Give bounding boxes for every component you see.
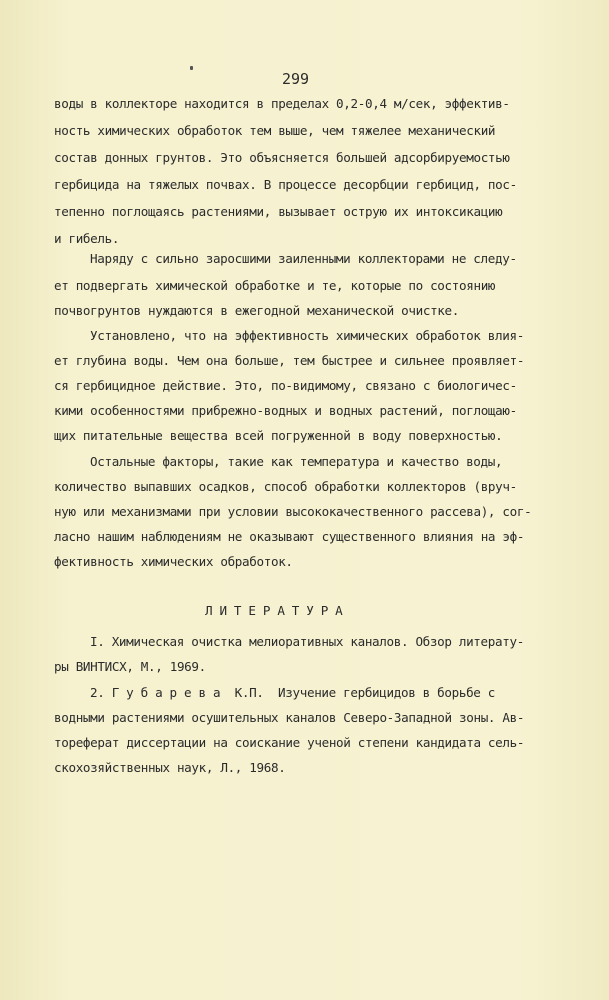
text-line: кими особенностями прибрежно-водных и водных растений, поглощаю- [54, 403, 517, 418]
text-line: и гибель. [54, 231, 120, 246]
text-line: ся гербицидное действие. Это, по-видимому, связано с биологичес- [54, 378, 517, 393]
reference-line: скохозяйственных наук, Л., 1968. [54, 760, 286, 775]
text-line: количество выпавших осадков, способ обработки коллекторов (вруч- [54, 479, 517, 494]
text-line: почвогрунтов нуждаются в ежегодной механической очистке. [54, 303, 459, 318]
text-line: ет глубина воды. Чем она больше, тем быстрее и сильнее проявляет- [54, 353, 525, 368]
text-line: ность химических обработок тем выше, чем тяжелее механический [54, 123, 496, 138]
literature-heading: Л И Т Е Р А Т У Р А [205, 603, 343, 618]
text-line: Установлено, что на эффективность химических обработок влия- [90, 328, 524, 343]
reference-line: тореферат диссертации на соискание ученой степени кандидата сель- [54, 735, 525, 750]
text-line: тепенно поглощаясь растениями, вызывает острую их интоксикацию [54, 204, 503, 219]
reference-line: I. Химическая очистка мелиоративных каналов. Обзор литерату- [90, 634, 524, 649]
text-line: гербицида на тяжелых почвах. В процессе десорбции гербицид, пос- [54, 177, 517, 192]
reference-line: водными растениями осушительных каналов Северо-Западной зоны. Ав- [54, 710, 525, 725]
text-line: воды в коллекторе находится в пределах 0,2-0,4 м/сек, эффектив- [54, 96, 510, 111]
reference-line: 2. Г у б а р е в а К.П. Изучение гербицидов в борьбе с [90, 685, 495, 700]
text-line: ную или механизмами при условии высококачественного рассева), сог- [54, 504, 532, 519]
text-line: состав донных грунтов. Это объясняется большей адсорбируемостью [54, 150, 510, 165]
text-line: ет подвергать химической обработке и те, которые по состоянию [54, 278, 496, 293]
text-line: Наряду с сильно заросшими заиленными коллекторами не следу- [90, 251, 517, 266]
text-line: фективность химических обработок. [54, 554, 293, 569]
text-line: щих питательные вещества всей погруженной в воду поверхностью. [54, 428, 503, 443]
reference-line: ры ВИНТИСХ, М., 1969. [54, 659, 206, 674]
page-number: 299 [282, 70, 310, 88]
text-line: ласно нашим наблюдениям не оказывают существенного влияния на эф- [54, 529, 525, 544]
pencil-mark [190, 66, 193, 70]
text-line: Остальные факторы, такие как температура и качество воды, [90, 454, 503, 469]
